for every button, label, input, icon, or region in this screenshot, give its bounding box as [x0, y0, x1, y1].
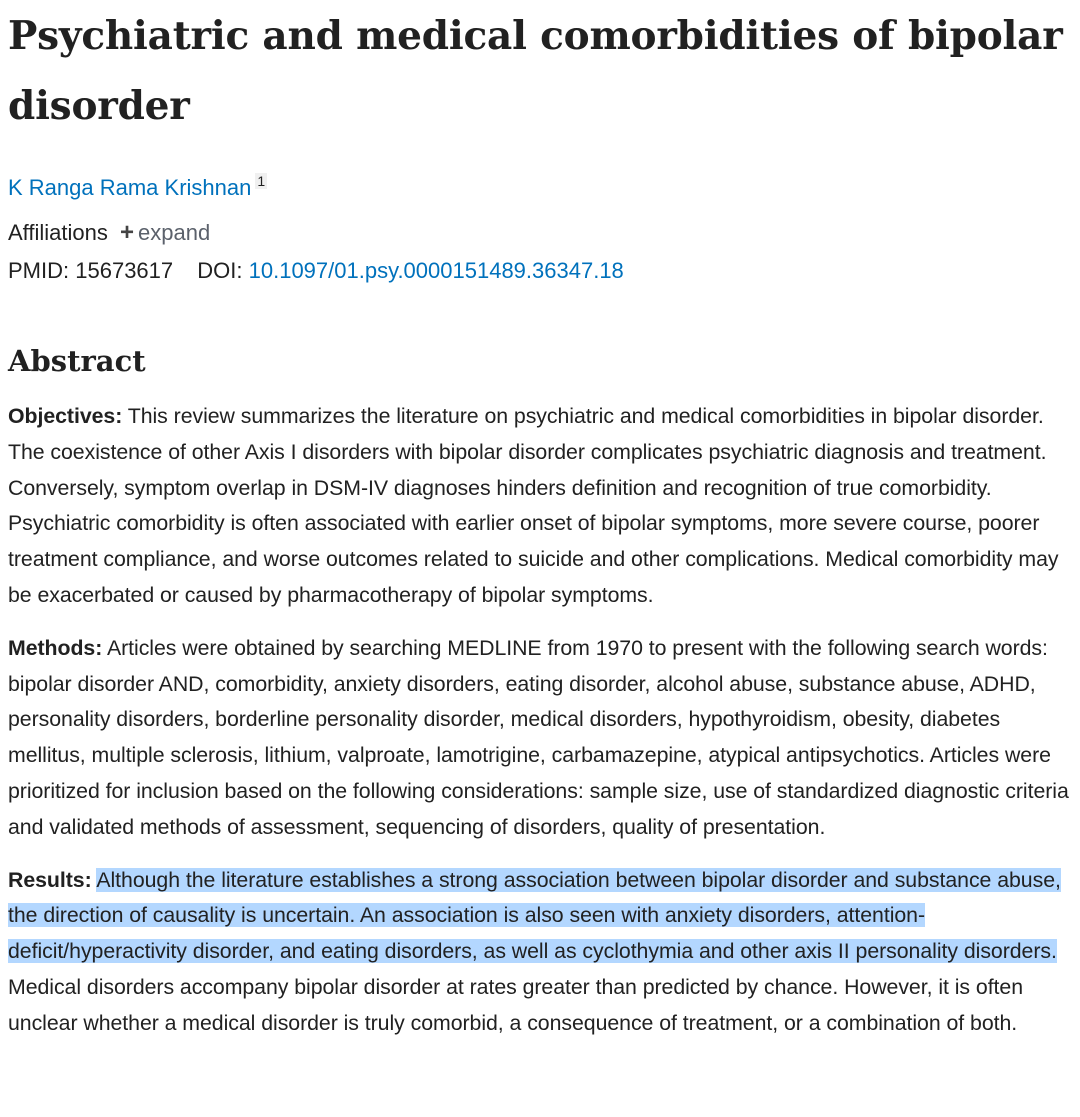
- methods-text: Articles were obtained by searching MEDLINE from 1970 to present with the following search words: bipolar disorder AND, comorbidity, anxiety disorders, eating disorder, alcohol abuse, substance abuse, ADHD, personality disorders, borderline personality disorder, medical disorders, hypothyroidism, obesity, diabetes mellitus, multiple sclerosis, lithium, valproate, lamotrigine, carbamazepine, atypical antipsychotics. Articles were prioritized for inclusion based on the following considerations: sample size, use of standardized diagnostic criteria and validated methods of assessment, sequencing of disorders, quality of presentation.: [8, 635, 1069, 839]
- affiliations-row: [8, 215, 1072, 251]
- methods-label: Methods:: [8, 635, 103, 660]
- authors-list: [8, 161, 1072, 201]
- pmid-value: 15673617: [75, 258, 174, 283]
- article-title: Psychiatric and medical comorbidities of bipolar disorder: [8, 13, 1063, 129]
- doi-link[interactable]: 10.1097/01.psy.0000151489.36347.18: [248, 258, 624, 283]
- doi-label: DOI:: [197, 258, 243, 283]
- abstract-objectives: [8, 399, 1072, 614]
- objectives-label: Objectives:: [8, 404, 123, 428]
- abstract-results: [8, 863, 1072, 1042]
- expand-affiliations-button[interactable]: [120, 215, 210, 251]
- pmid-label: PMID:: [8, 258, 70, 283]
- author-link[interactable]: K Ranga Rama Krishnan: [8, 175, 252, 200]
- selected-text-highlight: Although the literature establishes a strong association between bipolar disorder and substance abuse, the direction of causality is uncertain. An association is also seen with anxiety disorders, attention-deficit/hyperactivity disorder, and eating disorders, as well as cyclothymia and other axis II personality disorders.: [8, 867, 1061, 964]
- abstract-heading: Abstract: [8, 344, 146, 378]
- expand-label: expand: [138, 220, 211, 245]
- abstract-methods: [8, 631, 1072, 846]
- objectives-text: This review summarizes the literature on psychiatric and medical comorbidities in bipolar disorder. The coexistence of other Axis I disorders with bipolar disorder complicates psychiatric diagnosis and treatment. Conversely, symptom overlap in DSM-IV diagnoses hinders definition and recognition of true comorbidity. Psychiatric comorbidity is often associated with earlier onset of bipolar symptoms, more severe course, poorer treatment compliance, and worse outcomes related to suicide and other complications. Medical comorbidity may be exacerbated or caused by pharmacotherapy of bipolar symptoms.: [8, 404, 1059, 607]
- identifiers-row: [8, 251, 1072, 291]
- results-text: Medical disorders accompany bipolar disorder at rates greater than predicted by chance. However, it is often unclear whether a medical disorder is truly comorbid, a consequence of treatment, or a combination of both.: [8, 974, 1024, 1035]
- results-label: Results:: [8, 867, 92, 892]
- affiliation-reference[interactable]: 1: [257, 173, 266, 189]
- affiliations-label: Affiliations: [8, 220, 108, 245]
- plus-icon: +: [120, 219, 135, 246]
